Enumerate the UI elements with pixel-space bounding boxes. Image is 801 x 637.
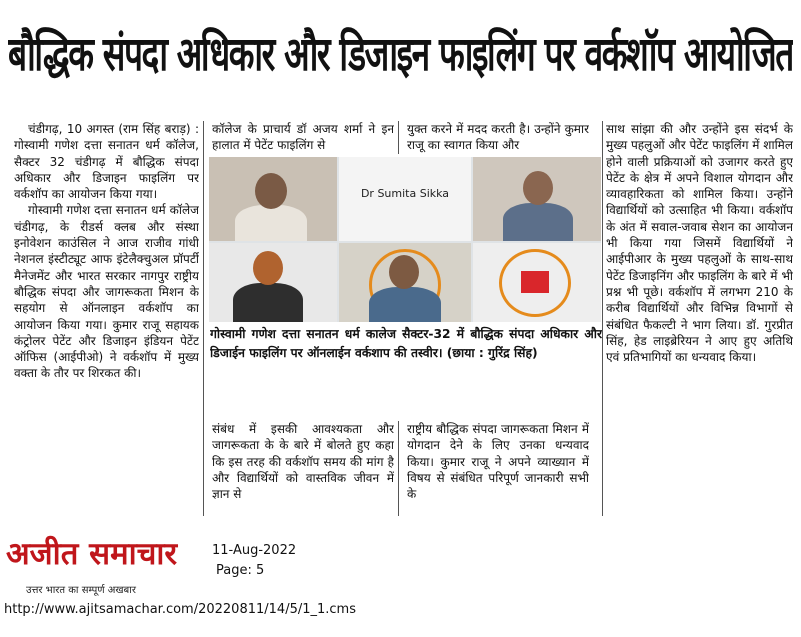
news-photo	[209, 157, 601, 322]
column-divider	[398, 121, 399, 154]
video-tile-speaker	[339, 157, 471, 241]
article-paragraph: संबंध में इसकी आवश्यकता और जागरूकता के के बारे में बोलते हुए कहा कि इस तरह की वर्कशॉप समय की मांग है और विद्यार्थियों को वास्तविक जीवन में ज्ञान से	[212, 422, 394, 502]
article-paragraph: साथ सांझा की और उन्होंने इस संदर्भ के मुख्य पहलुओं और पेटेंट फाइलिंग में शामिल होने वाली प्रक्रियाओं को उजागर करते हुए पेटेंट के क्षेत्र में अपने विशाल योगदान और व्यावहारिकता को शामिल किया। उन्होंने विद्यार्थियों को उत्साहित भी किया। वर्कशॉप के अंत में सवाल-जवाब सेशन का आयोजन भी किया गया जिसमें विद्यार्थियों ने आईपीआर के मुख्य पहलुओं के साथ-साथ पेटेंट डिजाइनिंग और फाइलिंग के बारे में भी प्रश्न भी पूछे। वर्कशॉप में लगभग 210 के करीब विद्यार्थियों और विभिन्न विभागों से संबंधित फैकल्टी ने भाग लिया। डॉ. गुरप्रीत सिंह, हेड लाइब्रेरियन ने आए हुए अतिथि एवं प्रतिभागियों का धन्यवाद किया।	[606, 122, 793, 365]
video-tile	[473, 157, 601, 241]
article-column-2-bottom	[212, 421, 394, 516]
article-column-3-top	[407, 121, 589, 154]
article-paragraph: चंडीगढ़, 10 अगस्त (राम सिंह बराड़) : गोस्वामी गणेश दत्ता सनातन धर्म कॉलेज, सैक्टर 32 चंडीगढ़ में बौद्धिक संपदा अधिकार और डिजाइन फाइलिंग पर वर्कशॉप का आयोजन किया गया।	[14, 122, 199, 202]
source-url: http://www.ajitsamachar.com/20220811/14/5/1_1.cms	[4, 602, 356, 617]
column-divider	[203, 121, 204, 516]
speaker-name-label: Dr Sumita Sikka	[360, 187, 450, 200]
video-tile	[209, 243, 337, 322]
ip-logo-icon	[521, 271, 549, 293]
article-column-3-bottom	[407, 421, 589, 516]
photo-caption: गोस्वामी गणेश दत्ता सनातन धर्म कालेज सैक्टर-32 में बौद्धिक संपदा अधिकार और डिजाईन फाइलिंग पर ऑनलाईन वर्कशाप की तस्वीर। (छाया : गुरिंद्र सिंह)	[210, 327, 602, 360]
video-tile	[339, 243, 471, 322]
article-column-2-top	[212, 121, 394, 154]
article-paragraph: राष्ट्रीय बौद्धिक संपदा जागरूकता मिशन में योगदान देने के लिए उनका धन्यवाद किया। कुमार राजू ने अपने व्याख्यान में विषय से संबंधित परिपूर्ण जानकारी सभी के	[407, 422, 589, 502]
newspaper-tagline: उत्तर भारत का सम्पूर्ण अखबार	[26, 585, 136, 596]
article-column-1	[14, 121, 199, 516]
article-paragraph: युक्त करने में मदद करती है। उन्होंने कुमार राजू का स्वागत किया और	[407, 122, 589, 153]
article-paragraph: गोस्वामी गणेश दत्ता सनातन धर्म कॉलेज चंडीगढ़, के रीडर्स क्लब और संस्था इनोवेशन काउंसिल ने आज राजीव गांधी नेशनल इंस्टीट्यूट आफ इंटेलैक्चुअल प्रॉपर्टी मैनेजमेंट और भारत सरकार नागपुर राष्ट्रीय बौद्धिक संपदा और जागरूकता मिशन के सहयोग से ऑनलाइन वर्कशॉप का आयोजन किया गया। कुमार राजू सहायक कंट्रोलर पेटेंट और डिजाइन इंडियन पेटेंट ऑफिस (आईपीओ) ने वर्कशॉप में मुख्य वक्ता के तौर पर शिरकत की।	[14, 203, 199, 381]
article-paragraph: कॉलेज के प्राचार्य डॉ अजय शर्मा ने इन हालात में पेटेंट फाइलिंग से	[212, 122, 394, 153]
article-column-4	[606, 121, 793, 516]
video-tile	[473, 243, 601, 322]
column-divider	[602, 121, 603, 516]
headline: बौद्धिक संपदा अधिकार और डिजाइन फाइलिंग पर वर्कशॉप आयोजित	[8, 27, 793, 82]
column-divider	[398, 421, 399, 516]
video-tile	[209, 157, 337, 241]
page-number: Page: 5	[216, 563, 265, 578]
publication-date: 11-Aug-2022	[212, 543, 297, 558]
newspaper-masthead: अजीत समाचार	[6, 536, 178, 572]
